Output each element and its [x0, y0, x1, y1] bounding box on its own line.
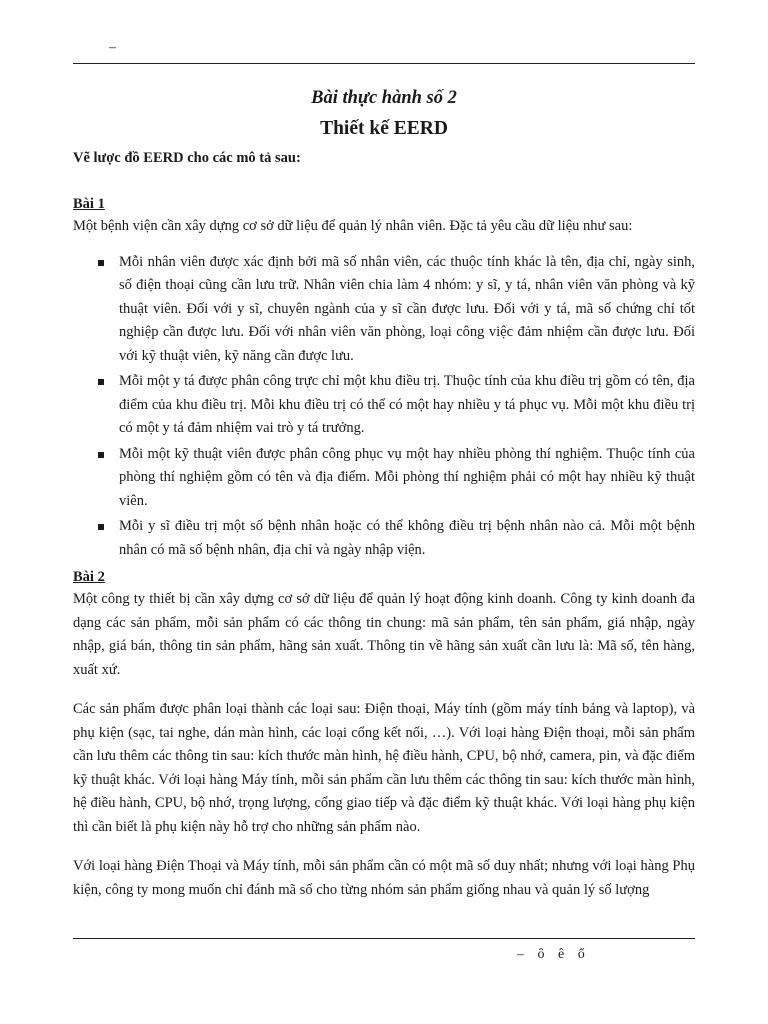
page-footer: – ô ê ổ [517, 947, 585, 962]
instruction-text: Vẽ lược đồ EERD cho các mô tả sau: [73, 150, 301, 166]
list-item [73, 443, 695, 514]
footer-rule [73, 938, 695, 939]
exercise-1-heading: Bài 1 [73, 196, 105, 212]
list-item [73, 515, 695, 562]
document-subtitle: Bài thực hành số 2 [311, 88, 457, 108]
list-item-text: Mỗi nhân viên được xác định bởi mã số nhân viên, các thuộc tính khác là tên, địa chỉ, ngày sinh, số điện thoại cũng cần lưu trữ. Nhân viên chia làm 4 nhóm: y sĩ, y tá, nhân viên văn phòng và kỹ thuật viên. Đối với y sĩ, chuyên ngành của y sĩ cần được lưu. Đối với y tá, mã số chứng chỉ tốt nghiệp cần được lưu. Đối với nhân viên văn phòng, loại công việc đảm nhiệm cần được lưu. Đối với kỹ thuật viên, kỹ năng cần được lưu. [119, 253, 695, 364]
exercise-1-requirements [73, 251, 695, 563]
document-title: Thiết kế EERD [320, 118, 448, 139]
list-item [73, 251, 695, 369]
bullet-icon [98, 452, 104, 458]
page-header: – [109, 40, 116, 55]
bullet-icon [98, 524, 104, 530]
exercise-2-paragraph: Một công ty thiết bị cần xây dựng cơ sở dữ liệu để quản lý hoạt động kinh doanh. Công ty kinh doanh đa dạng các sản phẩm, mỗi sản phẩm có các thông tin chung: mã sản phẩm, tên sản phẩm, giá nhập, ngày nhập, giá bán, thông tin sản phẩm, hãng sản xuất. Thông tin về hãng sản xuất cần lưu là: Mã số, tên hàng, xuất xứ. [73, 591, 695, 678]
list-item [73, 370, 695, 441]
exercise-2-paragraph: Với loại hàng Điện Thoại và Máy tính, mỗi sản phẩm cần có một mã số duy nhất; nhưng với loại hàng Phụ kiện, công ty mong muốn chỉ đánh mã số cho từng nhóm sản phẩm giống nhau và quản lý số lượng [73, 858, 695, 898]
bullet-icon [98, 260, 104, 266]
bullet-icon [98, 379, 104, 385]
exercise-1-intro: Một bệnh viện cần xây dựng cơ sở dữ liệu để quản lý nhân viên. Đặc tả yêu cầu dữ liệu như sau: [73, 218, 633, 234]
list-item-text: Mỗi một kỹ thuật viên được phân công phục vụ một hay nhiều phòng thí nghiệm. Thuộc tính của phòng thí nghiệm gồm có tên và địa điểm. Mỗi phòng thí nghiệm phải có một hay nhiều kỹ thuật viên. [119, 445, 695, 509]
exercise-2-paragraph: Các sản phẩm được phân loại thành các loại sau: Điện thoại, Máy tính (gồm máy tính bảng và laptop), và phụ kiện (sạc, tai nghe, dán màn hình, các loại cổng kết nối, …). Với loại hàng Điện thoại, mỗi sản phẩm cần lưu thêm các thông tin sau: kích thước màn hình, hệ điều hành, CPU, bộ nhớ, camera, pin, và đặc điểm kỹ thuật khác. Với loại hàng Máy tính, mỗi sản phẩm cần lưu thêm các thông tin sau: kích thước màn hình, hệ điều hành, CPU, bộ nhớ, trọng lượng, cổng giao tiếp và đặc điểm kỹ thuật khác. Với loại hàng phụ kiện thì cần biết là phụ kiện này hỗ trợ cho những sản phẩm nào. [73, 701, 695, 835]
list-item-text: Mỗi y sĩ điều trị một số bệnh nhân hoặc có thể không điều trị bệnh nhân nào cả. Mỗi một bệnh nhân có mã số bệnh nhân, địa chỉ và ngày nhập viện. [119, 518, 695, 558]
document-body [73, 85, 695, 902]
header-rule [73, 63, 695, 64]
list-item-text: Mỗi một y tá được phân công trực chỉ một khu điều trị. Thuộc tính của khu điều trị gồm có tên, địa điểm của khu điều trị. Mỗi khu điều trị có thể có một hay nhiều y tá phục vụ. Mỗi một khu điều trị có một y tá đảm nhiệm vai trò y tá trưởng. [119, 373, 695, 436]
exercise-2-heading: Bài 2 [73, 569, 105, 585]
